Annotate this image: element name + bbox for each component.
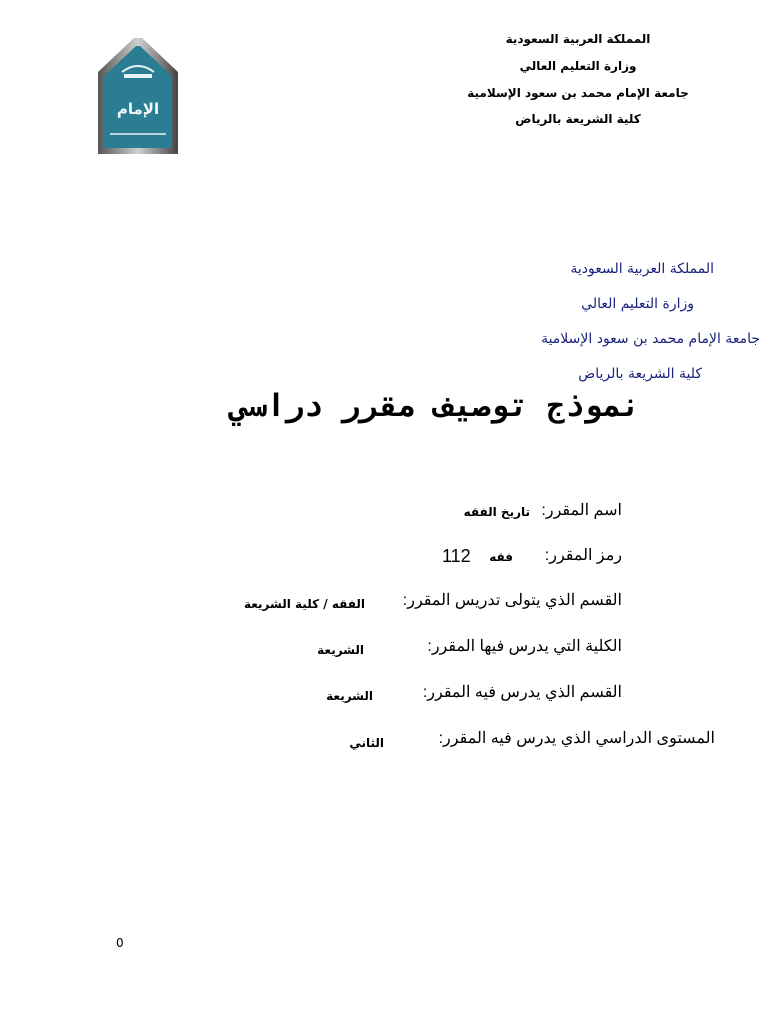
teaching-dept-value: الفقه / كلية الشريعة [244, 597, 365, 611]
college-label: الكلية التي يدرس فيها المقرر: [427, 638, 622, 655]
logo-text: الإمام [116, 100, 160, 118]
teaching-dept-label: القسم الذي يتولى تدريس المقرر: [402, 592, 622, 609]
course-code-prefix: فقه [489, 550, 513, 564]
page-title: نموذج توصيف مقرر دراسي [229, 388, 640, 424]
course-name-value: تاريخ الفقه [463, 505, 530, 519]
repeat-line-university: جامعة الإمام محمد بن سعود الإسلامية [541, 331, 760, 347]
repeat-line-college: كلية الشريعة بالرياض [578, 366, 702, 382]
header-line-ministry: وزارة التعليم العالي [519, 59, 637, 73]
course-name-label: اسم المقرر: [541, 502, 622, 519]
course-code-label: رمز المقرر: [544, 547, 622, 564]
level-label: المستوى الدراسي الذي يدرس فيه المقرر: [438, 730, 715, 747]
college-value: الشريعة [317, 643, 364, 657]
dept-label: القسم الذي يدرس فيه المقرر: [422, 684, 622, 701]
dept-value: الشريعة [326, 689, 373, 703]
header-line-kingdom: المملكة العربية السعودية [505, 32, 651, 46]
course-code-number: 112 [442, 546, 471, 566]
page-number: 0 [116, 936, 124, 950]
header-line-college: كلية الشريعة بالرياض [515, 112, 641, 126]
repeat-line-kingdom: المملكة العربية السعودية [570, 261, 714, 277]
university-emblem-icon [94, 34, 182, 158]
header-line-university: جامعة الإمام محمد بن سعود الإسلامية [467, 86, 689, 100]
level-value: الثاني [349, 736, 384, 750]
repeat-line-ministry: وزارة التعليم العالي [581, 296, 694, 312]
